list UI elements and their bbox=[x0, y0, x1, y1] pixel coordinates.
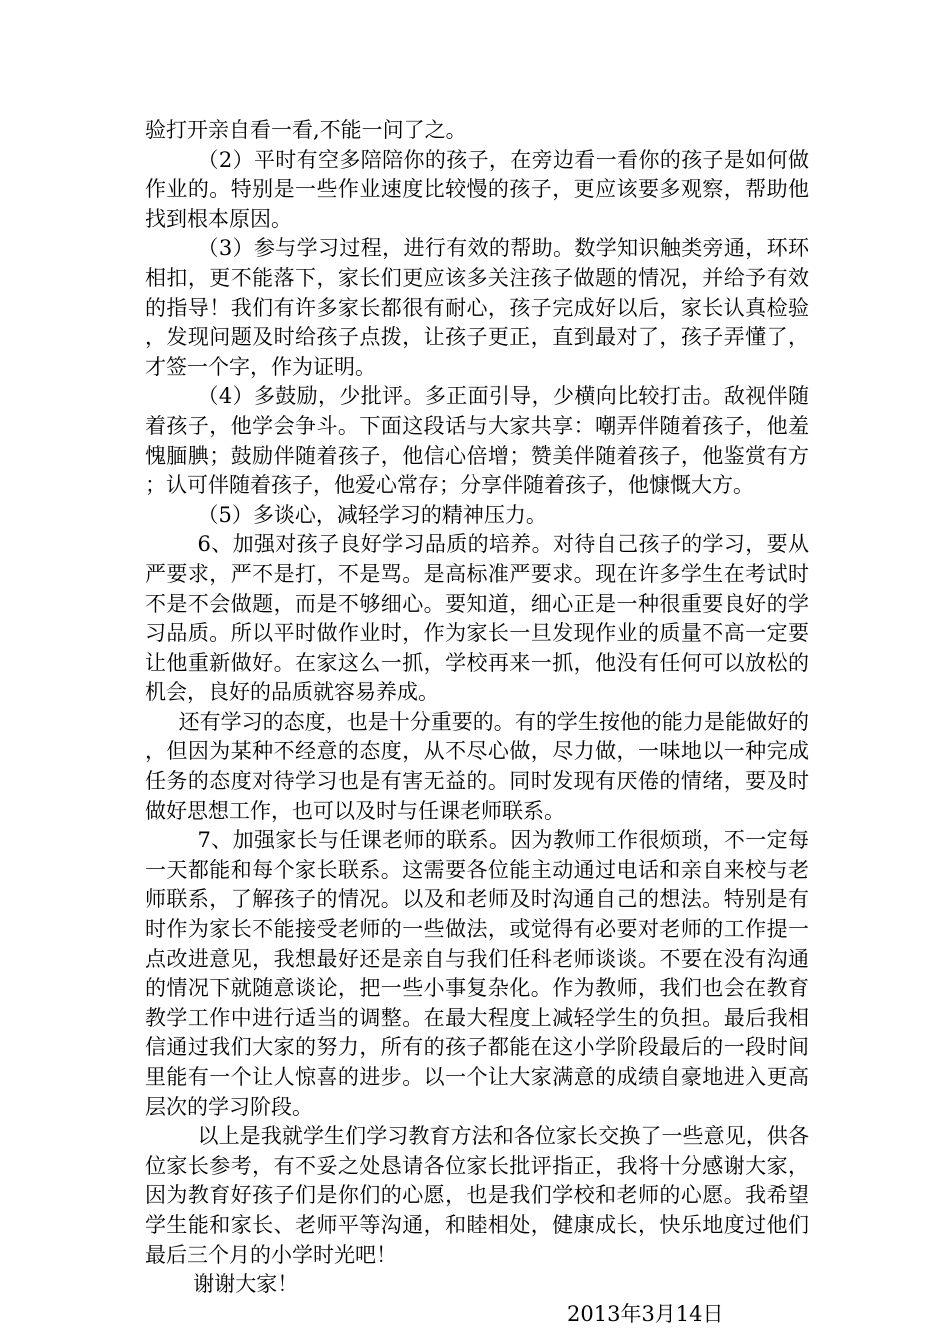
document-body bbox=[145, 116, 809, 1329]
paragraph-item-5: （5）多谈心，减轻学习的精神压力。 bbox=[197, 502, 547, 527]
paragraph-summary: 以上是我就学生们学习教育方法和各位家长交换了一些意见，供各位家长参考，有不妥之处恳请各位家长批评指正，我将十分感谢大家，因为教育好孩子们是你们的心愿，也是我们学校和老师的心愿。我希望学生能和家长、老师平等沟通，和睦相处，健康成长，快乐地度过他们最后三个月的小学时光吧！ bbox=[145, 1124, 809, 1267]
closing-thanks: 谢谢大家！ bbox=[193, 1272, 299, 1297]
paragraph-item-2: （2）平时有空多陪陪你的孩子，在旁边看一看你的孩子是如何做作业的。特别是一些作业速度比较慢的孩子，更应该要多观察，帮助他找到根本原因。 bbox=[145, 147, 809, 231]
paragraph-section-7: 7、加强家长与任课老师的联系。因为教师工作很烦琐，不一定每一天都能和每个家长联系。这需要各位能主动通过电话和亲自来校与老师联系，了解孩子的情况。以及和老师及时沟通自己的想法。特别是有时作为家长不能接受老师的一些做法，或觉得有必要对老师的工作提一点改进意见，我想最好还是亲自与我们任科老师谈谈。不要在没有沟通的情况下就随意谈论，把一些小事复杂化。作为教师，我们也会在教育教学工作中进行适当的调整。在最大程度上减轻学生的负担。最后我相信通过我们大家的努力，所有的孩子都能在这小学阶段最后的一段时间里能有一个让人惊喜的进步。以一个让大家满意的成绩自豪地进入更高层次的学习阶段。 bbox=[145, 828, 809, 1119]
paragraph-attitude: 还有学习的态度，也是十分重要的。有的学生按他的能力是能做好的，但因为某种不经意的态度，从不尽心做，尽力做，一味地以一种完成任务的态度对待学习也是有害无益的。同时发现有厌倦的情绪，要及时做好思想工作，也可以及时与任课老师联系。 bbox=[145, 709, 809, 823]
paragraph-continuation: 验打开亲自看一看,不能一问了之。 bbox=[145, 118, 467, 142]
document-date: 2013年3月14日 bbox=[567, 1301, 724, 1326]
paragraph-item-3: （3）参与学习过程，进行有效的帮助。数学知识触类旁通，环环相扣，更不能落下，家长们更应该多关注孩子做题的情况，并给予有效的指导！我们有许多家长都很有耐心，孩子完成好以后，家长认真检验，发现问题及时给孩子点拨，让孩子更正，直到最对了，孩子弄懂了，才签一个字，作为证明。 bbox=[145, 236, 809, 379]
paragraph-section-6: 6、加强对孩子良好学习品质的培养。对待自己孩子的学习，要从严要求，严不是打，不是骂。是高标准严要求。现在许多学生在考试时不是不会做题，而是不够细心。要知道，细心正是一种很重要良好的学习品质。所以平时做作业时，作为家长一旦发现作业的质量不高一定要让他重新做好。在家这么一抓，学校再来一抓，他没有任何可以放松的机会，良好的品质就容易养成。 bbox=[145, 532, 809, 705]
paragraph-item-4: （4）多鼓励，少批评。多正面引导，少横向比较打击。敌视伴随着孩子，他学会争斗。下面这段话与大家共享：嘲弄伴随着孩子，他羞愧腼腆；鼓励伴随着孩子，他信心倍增；赞美伴随着孩子，他鉴赏有方；认可伴随着孩子，他爱心常存；分享伴随着孩子，他慷慨大方。 bbox=[145, 384, 809, 498]
